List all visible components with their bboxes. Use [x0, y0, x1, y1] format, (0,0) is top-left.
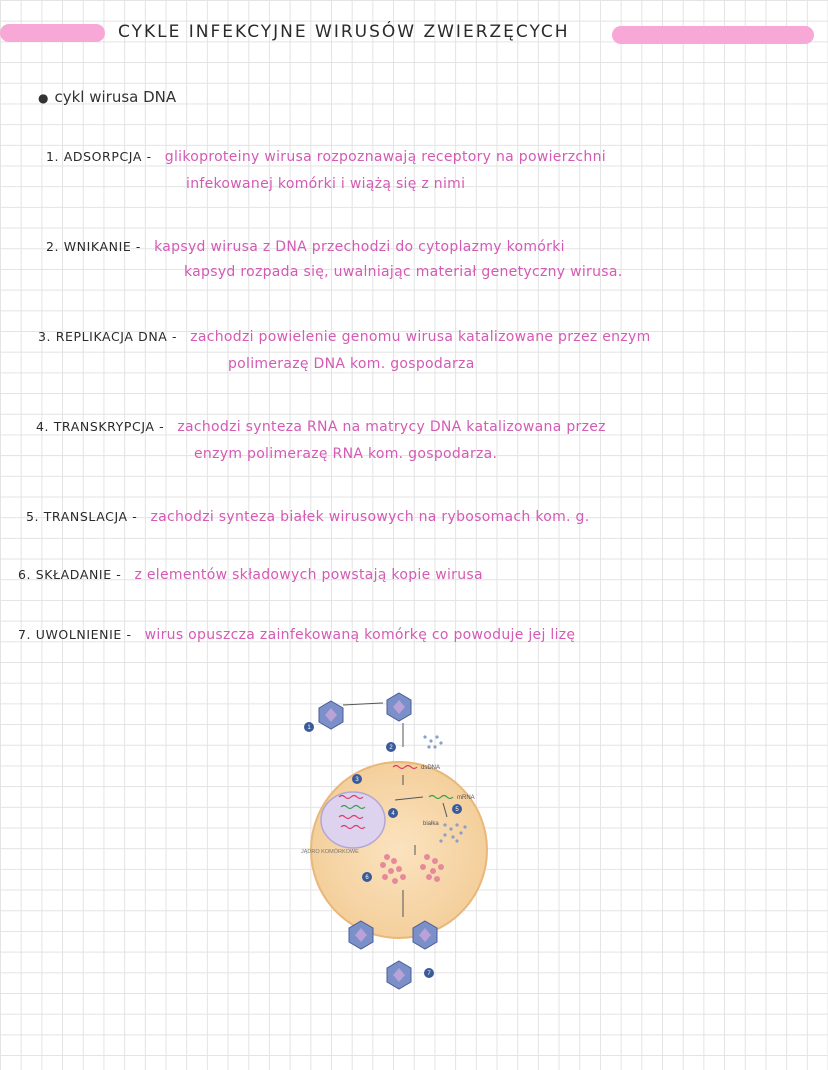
step-1	[46, 146, 606, 165]
title-highlight-left	[0, 24, 105, 42]
virus-cycle-diagram	[295, 685, 495, 995]
step-num-5: 5	[455, 807, 459, 813]
step-description: wirus opuszcza zainfekowaną komórkę co powoduje jej lizę	[144, 627, 576, 643]
step-6	[18, 564, 483, 583]
step-label: 6. SKŁADANIE -	[18, 567, 122, 582]
step-description: zachodzi powielenie genomu wirusa katalizowane przez enzym	[190, 329, 651, 345]
step-description: zachodzi synteza RNA na matrycy DNA katalizowana przez	[177, 419, 606, 435]
step-description-cont: polimerazę DNA kom. gospodarza	[228, 356, 475, 372]
page-title: CYKLE INFEKCYJNE WIRUSÓW ZWIERZĘCYCH	[118, 22, 570, 42]
step-5	[26, 506, 589, 525]
arrow-entry	[343, 703, 383, 705]
step-description-cont: kapsyd rozpada się, uwalniając materiał genetyczny wirusa.	[184, 264, 623, 280]
step-num-1: 1	[307, 725, 311, 731]
subtitle-text: cykl wirusa DNA	[54, 88, 177, 106]
step-2	[46, 236, 565, 255]
step-description: z elementów składowych powstają kopie wirusa	[134, 567, 483, 583]
step-label: 7. UWOLNIENIE -	[18, 627, 132, 642]
cell-nucleus	[321, 792, 385, 848]
virus-top-right	[387, 693, 411, 721]
step-num-7: 7	[427, 971, 431, 977]
virus-top-left	[319, 701, 343, 729]
step-num-4: 4	[391, 811, 395, 817]
label-bialka: białka	[423, 821, 439, 827]
label-mrna: mRNA	[457, 795, 475, 801]
step-num-6: 6	[365, 875, 369, 881]
step-label: 4. TRANSKRYPCJA -	[36, 419, 165, 434]
step-label: 5. TRANSLACJA -	[26, 509, 138, 524]
step-label: 3. REPLIKACJA DNA -	[38, 329, 178, 344]
label-dsdna: dsDNA	[421, 765, 441, 771]
virus-bottom-3	[387, 961, 411, 989]
step-label: 2. WNIKANIE -	[46, 239, 142, 254]
step-7	[18, 624, 575, 643]
step-description: zachodzi synteza białek wirusowych na rybosomach kom. g.	[150, 509, 590, 525]
step-4	[36, 416, 606, 435]
title-highlight-right	[612, 26, 814, 44]
step-description: kapsyd wirusa z DNA przechodzi do cytoplazmy komórki	[154, 239, 565, 255]
subtitle	[38, 88, 176, 106]
step-num-2: 2	[389, 745, 393, 751]
step-description-cont: enzym polimerazę RNA kom. gospodarza.	[194, 446, 498, 462]
virus-cycle-figure	[295, 685, 495, 995]
step-label: 1. ADSORPCJA -	[46, 149, 152, 164]
step-3	[38, 326, 651, 345]
step-description-cont: infekowanej komórki i wiążą się z nimi	[186, 176, 466, 192]
step-num-3: 3	[355, 777, 359, 783]
label-nucleus: JĄDRO KOMÓRKOWE	[301, 849, 359, 855]
bullet-icon: ●	[38, 91, 49, 105]
step-description: glikoproteiny wirusa rozpoznawają receptory na powierzchni	[164, 149, 606, 165]
